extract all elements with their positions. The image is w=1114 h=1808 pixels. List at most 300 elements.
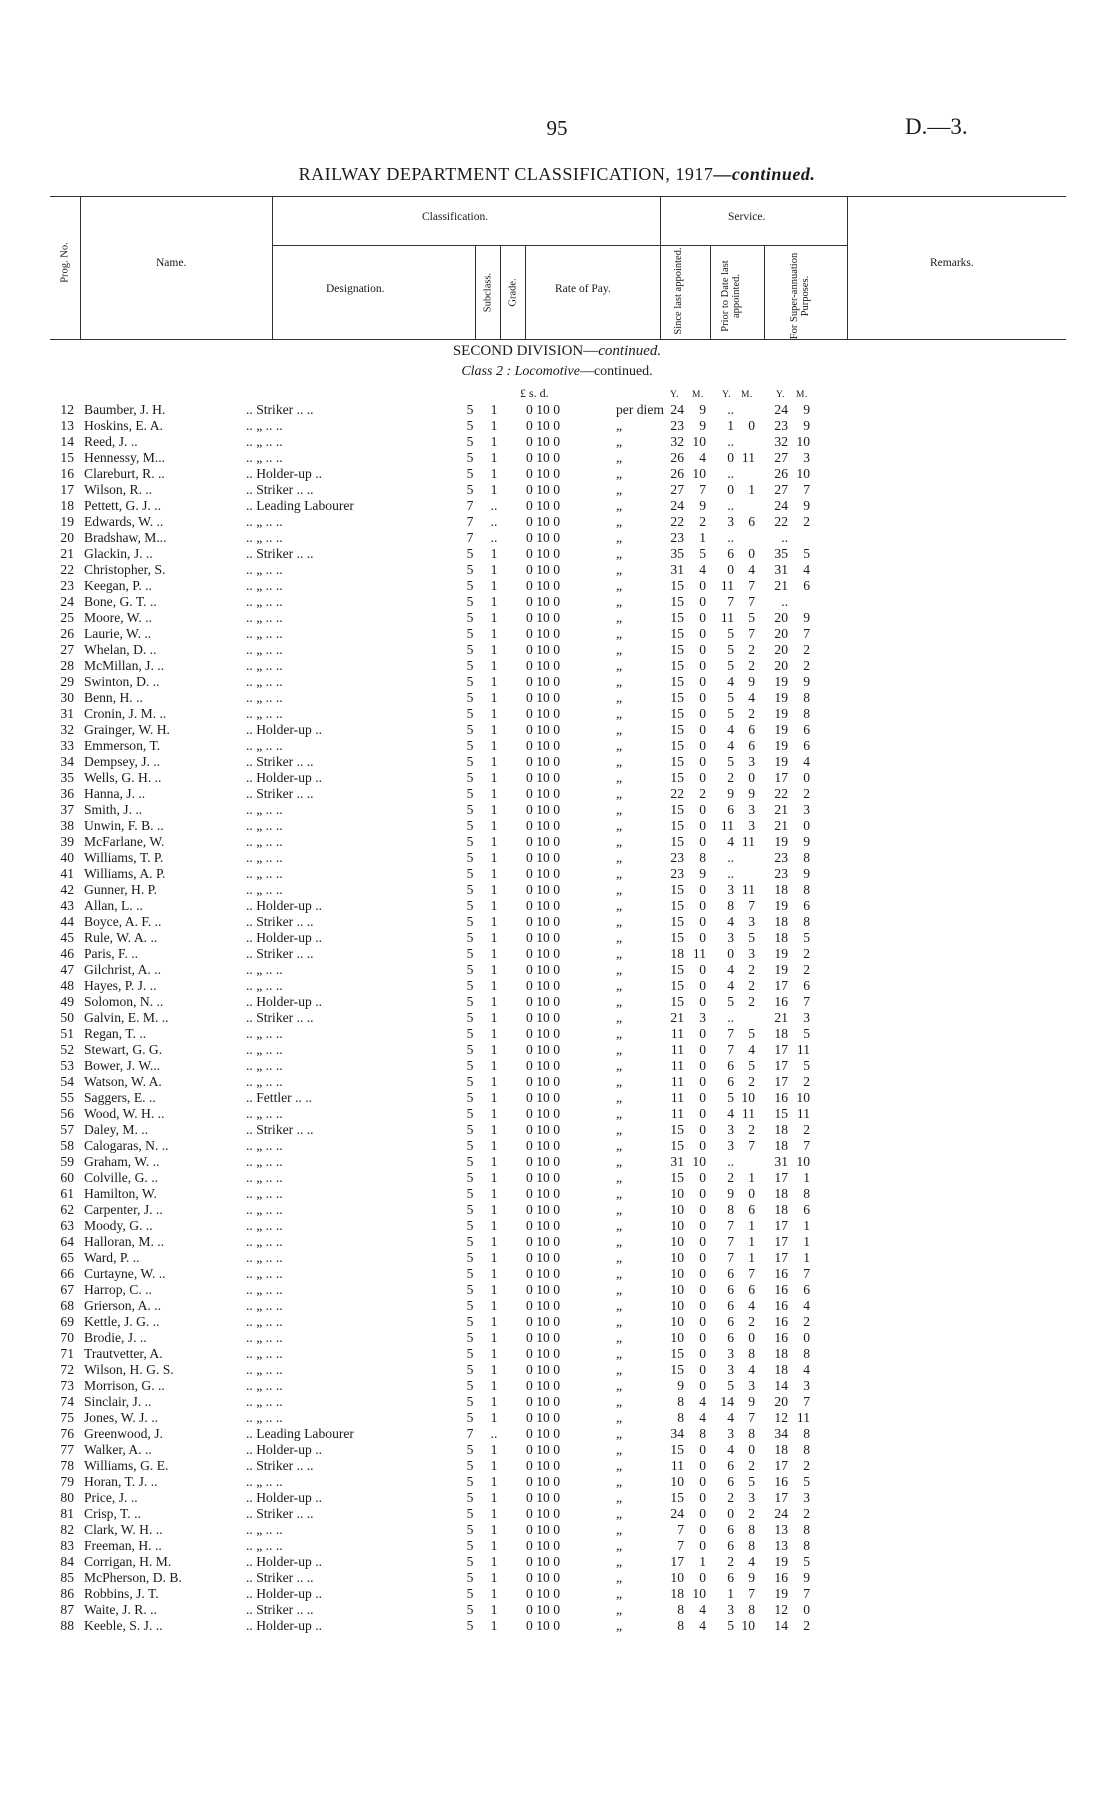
rate-unit-cell: „ — [616, 914, 623, 929]
subclass-cell: 5 — [466, 1538, 474, 1553]
prior-months-cell: 0 — [748, 770, 755, 785]
subclass-cell: 5 — [466, 1234, 474, 1249]
super-months-cell: 2 — [803, 658, 810, 673]
designation-cell: .. „ .. .. — [246, 450, 283, 465]
rate-cell: 0 10 0 — [526, 1410, 560, 1425]
since-years-cell: 15 — [670, 994, 684, 1009]
table-row — [0, 1250, 1114, 1266]
name-cell: Wilson, R. .. — [84, 482, 153, 497]
rate-cell: 0 10 0 — [526, 1090, 560, 1105]
prior-months-cell: 2 — [748, 658, 755, 673]
prior-years-cell: 4 — [727, 1410, 734, 1425]
name-cell: Whelan, D. .. — [84, 642, 157, 657]
prior-years-cell: 3 — [727, 1138, 734, 1153]
since-months-cell: 4 — [699, 1602, 706, 1617]
since-months-cell: 0 — [699, 1218, 706, 1233]
name-cell: Glackin, J. .. — [84, 546, 153, 561]
prior-years-cell: 3 — [727, 1122, 734, 1137]
super-months-cell: 9 — [803, 418, 810, 433]
prior-years-cell: 5 — [727, 754, 734, 769]
super-months-cell: 9 — [803, 1570, 810, 1585]
since-months-cell: 0 — [699, 642, 706, 657]
designation-cell: .. „ .. .. — [246, 866, 283, 881]
prior-months-cell: 2 — [748, 706, 755, 721]
prog-no-cell: 42 — [60, 882, 74, 897]
since-years-cell: 24 — [670, 498, 684, 513]
rate-unit-cell: „ — [616, 802, 623, 817]
table-row — [0, 802, 1114, 818]
subclass-cell: 5 — [466, 738, 474, 753]
rate-cell: 0 10 0 — [526, 1202, 560, 1217]
super-years-cell: 17 — [774, 1074, 788, 1089]
since-years-cell: 31 — [670, 562, 684, 577]
prog-no-cell: 69 — [60, 1314, 74, 1329]
name-cell: Allan, L. .. — [84, 898, 143, 913]
designation-cell: .. „ .. .. — [246, 802, 283, 817]
class-name: Locomotive — [514, 364, 580, 379]
prog-no-cell: 75 — [60, 1410, 74, 1425]
subclass-cell: 5 — [466, 1090, 474, 1105]
since-years-cell: 10 — [670, 1282, 684, 1297]
super-months-cell: 2 — [803, 1618, 810, 1633]
name-cell: Pettett, G. J. .. — [84, 498, 162, 513]
since-years-cell: 24 — [670, 402, 684, 417]
grade-cell: 1 — [490, 1538, 498, 1553]
name-cell: Calogaras, N. .. — [84, 1138, 169, 1153]
class-prefix: Class 2 : — [461, 364, 515, 379]
designation-cell: .. „ .. .. — [246, 530, 283, 545]
name-cell: Hamilton, W. — [84, 1186, 157, 1201]
name-cell: Reed, J. .. — [84, 434, 138, 449]
prior-months-cell: 7 — [748, 1586, 755, 1601]
table-row — [0, 1058, 1114, 1074]
prior-years-cell: 4 — [727, 914, 734, 929]
designation-cell: .. Holder-up .. — [246, 1618, 322, 1633]
designation-cell: .. Striker .. .. — [246, 914, 314, 929]
since-months-cell: 0 — [699, 738, 706, 753]
since-years-cell: 10 — [670, 1474, 684, 1489]
name-cell: Clark, W. H. .. — [84, 1522, 163, 1537]
super-months-cell: 7 — [803, 994, 810, 1009]
name-cell: Galvin, E. M. .. — [84, 1010, 169, 1025]
prog-no-cell: 39 — [60, 834, 74, 849]
since-months-cell: 0 — [699, 818, 706, 833]
rate-cell: 0 10 0 — [526, 1170, 560, 1185]
prog-no-cell: 73 — [60, 1378, 74, 1393]
table-row — [0, 1234, 1114, 1250]
rate-unit-cell: „ — [616, 1042, 623, 1057]
subclass-cell: 7 — [466, 530, 474, 545]
designation-cell: .. Holder-up .. — [246, 1442, 322, 1457]
grade-cell: 1 — [490, 1362, 498, 1377]
since-months-cell: 3 — [699, 1010, 706, 1025]
prior-years-cell: 6 — [727, 1474, 734, 1489]
rate-cell: 0 10 0 — [526, 1538, 560, 1553]
super-years-cell: 17 — [774, 1170, 788, 1185]
prog-no-cell: 22 — [60, 562, 74, 577]
super-years-cell: 18 — [774, 1026, 788, 1041]
rate-cell: 0 10 0 — [526, 754, 560, 769]
super-years-cell: 17 — [774, 1042, 788, 1057]
rate-unit-cell: „ — [616, 1106, 623, 1121]
super-years-cell: 17 — [774, 1458, 788, 1473]
name-cell: Grainger, W. H. — [84, 722, 170, 737]
subclass-cell: 5 — [466, 626, 474, 641]
prior-months-cell: 9 — [748, 786, 755, 801]
designation-cell: .. „ .. .. — [246, 658, 283, 673]
rate-unit-cell: „ — [616, 1490, 623, 1505]
designation-cell: .. Striker .. .. — [246, 1570, 314, 1585]
grade-cell: 1 — [490, 1266, 498, 1281]
since-months-cell: 0 — [699, 834, 706, 849]
rate-unit-cell: „ — [616, 530, 623, 545]
since-months-cell: 0 — [699, 1266, 706, 1281]
prog-no-cell: 36 — [60, 786, 74, 801]
grade-cell: 1 — [490, 466, 498, 481]
rate-cell: 0 10 0 — [526, 642, 560, 657]
prior-months-cell: 4 — [748, 1362, 755, 1377]
super-years-cell: 26 — [774, 466, 788, 481]
super-years-cell: 17 — [774, 1218, 788, 1233]
name-cell: Williams, A. P. — [84, 866, 166, 881]
prior-years-cell: 7 — [727, 1026, 734, 1041]
super-months-cell: 11 — [796, 1042, 810, 1057]
since-months-cell: 0 — [699, 1138, 706, 1153]
grade-cell: 1 — [490, 434, 498, 449]
grade-cell: 1 — [490, 418, 498, 433]
prog-no-cell: 68 — [60, 1298, 74, 1313]
table-row — [0, 498, 1114, 514]
prior-years-cell: 3 — [727, 1362, 734, 1377]
super-months-cell: 10 — [796, 1154, 810, 1169]
prior-months-cell: 8 — [748, 1426, 755, 1441]
grade-cell: 1 — [490, 1234, 498, 1249]
name-cell: Ward, P. .. — [84, 1250, 140, 1265]
grade-cell: 1 — [490, 994, 498, 1009]
subclass-cell: 5 — [466, 434, 474, 449]
prior-months-cell: 2 — [748, 1506, 755, 1521]
name-cell: Saggers, E. .. — [84, 1090, 156, 1105]
super-months-cell: 9 — [803, 834, 810, 849]
rate-cell: 0 10 0 — [526, 1442, 560, 1457]
grade-cell: 1 — [490, 1522, 498, 1537]
rate-cell: 0 10 0 — [526, 594, 560, 609]
table-row — [0, 1586, 1114, 1602]
name-cell: Grierson, A. .. — [84, 1298, 162, 1313]
grade-cell: 1 — [490, 834, 498, 849]
prior-years-cell: .. — [727, 434, 734, 449]
rate-unit-cell: „ — [616, 1074, 623, 1089]
designation-cell: .. Holder-up .. — [246, 770, 322, 785]
prog-no-cell: 81 — [60, 1506, 74, 1521]
prog-no-cell: 49 — [60, 994, 74, 1009]
rate-unit-cell: „ — [616, 1602, 623, 1617]
table-row — [0, 1410, 1114, 1426]
section-title — [0, 343, 1114, 360]
super-months-cell: 11 — [796, 1106, 810, 1121]
grade-cell: 1 — [490, 1602, 498, 1617]
super-years-cell: 19 — [774, 1554, 788, 1569]
super-months-cell: 8 — [803, 706, 810, 721]
rate-unit-cell: „ — [616, 1618, 623, 1633]
table-row — [0, 1010, 1114, 1026]
prior-years-cell: 14 — [720, 1394, 734, 1409]
since-years-cell: 11 — [670, 1042, 684, 1057]
prog-no-cell: 41 — [60, 866, 74, 881]
designation-cell: .. „ .. .. — [246, 978, 283, 993]
prog-no-cell: 76 — [60, 1426, 74, 1441]
grade-cell: .. — [490, 530, 498, 545]
rate-unit-cell: „ — [616, 722, 623, 737]
header-classification: Classification. — [422, 211, 489, 223]
since-months-cell: 10 — [692, 1586, 706, 1601]
prior-months-cell: 1 — [748, 1250, 755, 1265]
designation-cell: .. „ .. .. — [246, 1154, 283, 1169]
name-cell: McPherson, D. B. — [84, 1570, 182, 1585]
designation-cell: .. Striker .. .. — [246, 1458, 314, 1473]
prior-years-cell: 5 — [727, 658, 734, 673]
name-cell: Boyce, A. F. .. — [84, 914, 162, 929]
designation-cell: .. „ .. .. — [246, 1330, 283, 1345]
table-row — [0, 1138, 1114, 1154]
prior-months-cell: 6 — [748, 514, 755, 529]
subclass-cell: 5 — [466, 1410, 474, 1425]
rate-cell: 0 10 0 — [526, 626, 560, 641]
super-months-unit: M. — [796, 390, 808, 400]
super-years-cell: 19 — [774, 674, 788, 689]
since-months-cell: 4 — [699, 1394, 706, 1409]
rate-cell: 0 10 0 — [526, 962, 560, 977]
table-row — [0, 434, 1114, 450]
grade-cell: 1 — [490, 1506, 498, 1521]
header-remarks: Remarks. — [930, 257, 974, 269]
super-months-cell: 5 — [803, 1026, 810, 1041]
rate-cell: 0 10 0 — [526, 1426, 560, 1441]
grade-cell: 1 — [490, 402, 498, 417]
table-row — [0, 1042, 1114, 1058]
name-cell: Christopher, S. — [84, 562, 166, 577]
grade-cell: 1 — [490, 594, 498, 609]
prog-no-cell: 27 — [60, 642, 74, 657]
prior-years-cell: 5 — [727, 1378, 734, 1393]
rate-cell: 0 10 0 — [526, 1122, 560, 1137]
designation-cell: .. „ .. .. — [246, 434, 283, 449]
subclass-cell: 5 — [466, 450, 474, 465]
super-months-cell: 8 — [803, 1522, 810, 1537]
prog-no-cell: 71 — [60, 1346, 74, 1361]
prior-months-cell: 0 — [748, 1330, 755, 1345]
prior-years-cell: 6 — [727, 1570, 734, 1585]
name-cell: Paris, F. .. — [84, 946, 139, 961]
prog-no-cell: 65 — [60, 1250, 74, 1265]
prog-no-cell: 58 — [60, 1138, 74, 1153]
prog-no-cell: 44 — [60, 914, 74, 929]
grade-cell: 1 — [490, 882, 498, 897]
super-years-cell: 19 — [774, 722, 788, 737]
super-months-cell: 3 — [803, 450, 810, 465]
since-months-cell: 0 — [699, 1570, 706, 1585]
rate-unit-cell: „ — [616, 466, 623, 481]
table-row — [0, 626, 1114, 642]
prog-no-cell: 43 — [60, 898, 74, 913]
name-cell: Keeble, S. J. .. — [84, 1618, 163, 1633]
super-years-cell: 18 — [774, 1122, 788, 1137]
prior-years-cell: 7 — [727, 1218, 734, 1233]
super-years-cell: 21 — [774, 802, 788, 817]
designation-cell: .. Holder-up .. — [246, 1554, 322, 1569]
prior-months-cell: 4 — [748, 690, 755, 705]
since-months-cell: 0 — [699, 626, 706, 641]
subclass-cell: 5 — [466, 1186, 474, 1201]
rate-cell: 0 10 0 — [526, 1394, 560, 1409]
super-years-cell: 15 — [774, 1106, 788, 1121]
table-row — [0, 754, 1114, 770]
rate-cell: 0 10 0 — [526, 1618, 560, 1633]
since-years-cell: 15 — [670, 978, 684, 993]
name-cell: Unwin, F. B. .. — [84, 818, 164, 833]
header-rate-of-pay: Rate of Pay. — [555, 283, 611, 295]
super-months-cell: 1 — [803, 1234, 810, 1249]
super-months-cell: 9 — [803, 498, 810, 513]
since-years-cell: 15 — [670, 706, 684, 721]
table-row — [0, 482, 1114, 498]
subclass-cell: 5 — [466, 1122, 474, 1137]
since-years-cell: 10 — [670, 1250, 684, 1265]
super-years-cell: 17 — [774, 1250, 788, 1265]
table-row — [0, 1074, 1114, 1090]
rate-unit-cell: „ — [616, 754, 623, 769]
grade-cell: 1 — [490, 754, 498, 769]
prog-no-cell: 70 — [60, 1330, 74, 1345]
name-cell: Brodie, J. .. — [84, 1330, 147, 1345]
prog-no-cell: 18 — [60, 498, 74, 513]
prior-months-cell: 7 — [748, 578, 755, 593]
designation-cell: .. „ .. .. — [246, 1378, 283, 1393]
prog-no-cell: 63 — [60, 1218, 74, 1233]
grade-cell: 1 — [490, 930, 498, 945]
rate-cell: 0 10 0 — [526, 1602, 560, 1617]
prior-years-cell: 5 — [727, 642, 734, 657]
super-months-cell: 9 — [803, 866, 810, 881]
super-months-cell: 2 — [803, 642, 810, 657]
table-row — [0, 466, 1114, 482]
since-years-cell: 15 — [670, 1170, 684, 1185]
super-years-cell: 19 — [774, 962, 788, 977]
table-row — [0, 1474, 1114, 1490]
rate-unit-cell: „ — [616, 1154, 623, 1169]
rate-unit-cell: „ — [616, 1170, 623, 1185]
prior-months-cell: 9 — [748, 674, 755, 689]
since-months-cell: 0 — [699, 914, 706, 929]
rate-unit-cell: „ — [616, 866, 623, 881]
prog-no-cell: 47 — [60, 962, 74, 977]
subclass-cell: 5 — [466, 1202, 474, 1217]
name-cell: Clareburt, R. .. — [84, 466, 165, 481]
since-months-cell: 10 — [692, 1154, 706, 1169]
since-years-cell: 9 — [677, 1378, 684, 1393]
super-years-cell: 18 — [774, 930, 788, 945]
designation-cell: .. Striker .. .. — [246, 1010, 314, 1025]
super-years-cell: 21 — [774, 578, 788, 593]
table-row — [0, 1554, 1114, 1570]
prior-months-cell: 3 — [748, 946, 755, 961]
since-months-cell: 0 — [699, 1490, 706, 1505]
rate-unit-cell: „ — [616, 1362, 623, 1377]
subclass-cell: 5 — [466, 754, 474, 769]
since-years-cell: 8 — [677, 1410, 684, 1425]
subclass-cell: 5 — [466, 1378, 474, 1393]
prior-months-cell: 11 — [741, 882, 755, 897]
subclass-cell: 5 — [466, 706, 474, 721]
subclass-cell: 7 — [466, 514, 474, 529]
rate-unit-cell: „ — [616, 498, 623, 513]
since-years-cell: 23 — [670, 866, 684, 881]
since-years-cell: 11 — [670, 1090, 684, 1105]
designation-cell: .. „ .. .. — [246, 1202, 283, 1217]
since-months-cell: 0 — [699, 962, 706, 977]
super-months-cell: 8 — [803, 1538, 810, 1553]
rate-cell: 0 10 0 — [526, 1362, 560, 1377]
name-cell: Carpenter, J. .. — [84, 1202, 163, 1217]
grade-cell: 1 — [490, 1474, 498, 1489]
prior-months-cell: 2 — [748, 1314, 755, 1329]
prior-months-cell: 3 — [748, 818, 755, 833]
grade-cell: 1 — [490, 1314, 498, 1329]
super-months-cell: 10 — [796, 434, 810, 449]
prior-months-cell: 0 — [748, 546, 755, 561]
super-months-cell: 8 — [803, 850, 810, 865]
subclass-cell: 5 — [466, 850, 474, 865]
prior-years-cell: 11 — [720, 818, 734, 833]
prior-months-cell: 2 — [748, 962, 755, 977]
super-months-cell: 3 — [803, 1490, 810, 1505]
grade-cell: 1 — [490, 626, 498, 641]
subclass-cell: 5 — [466, 658, 474, 673]
since-years-cell: 11 — [670, 1074, 684, 1089]
rate-unit-cell: „ — [616, 1586, 623, 1601]
header-since-last-appointed: Since last appointed. — [673, 247, 684, 335]
section-title-continued: continued. — [598, 343, 662, 359]
name-cell: Dempsey, J. .. — [84, 754, 161, 769]
prior-years-cell: 2 — [727, 770, 734, 785]
rate-unit-cell: „ — [616, 1506, 623, 1521]
designation-cell: .. Leading Labourer — [246, 498, 354, 513]
table-row — [0, 1266, 1114, 1282]
rate-cell: 0 10 0 — [526, 1186, 560, 1201]
since-months-cell: 0 — [699, 802, 706, 817]
designation-cell: .. „ .. .. — [246, 1410, 283, 1425]
super-years-cell: 21 — [774, 818, 788, 833]
designation-cell: .. „ .. .. — [246, 1058, 283, 1073]
prog-no-cell: 48 — [60, 978, 74, 993]
designation-cell: .. Striker .. .. — [246, 1506, 314, 1521]
prior-years-cell: 4 — [727, 1106, 734, 1121]
table-row — [0, 722, 1114, 738]
name-cell: Gunner, H. P. — [84, 882, 158, 897]
rate-unit-cell: „ — [616, 578, 623, 593]
name-cell: Cronin, J. M. .. — [84, 706, 167, 721]
since-years-cell: 26 — [670, 450, 684, 465]
table-row — [0, 866, 1114, 882]
subclass-cell: 5 — [466, 1618, 474, 1633]
designation-cell: .. Holder-up .. — [246, 1586, 322, 1601]
prior-years-cell: 9 — [727, 1186, 734, 1201]
table-row — [0, 642, 1114, 658]
since-months-cell: 4 — [699, 1410, 706, 1425]
prior-years-cell: 6 — [727, 1298, 734, 1313]
super-months-cell: 5 — [803, 930, 810, 945]
since-months-cell: 0 — [699, 1186, 706, 1201]
